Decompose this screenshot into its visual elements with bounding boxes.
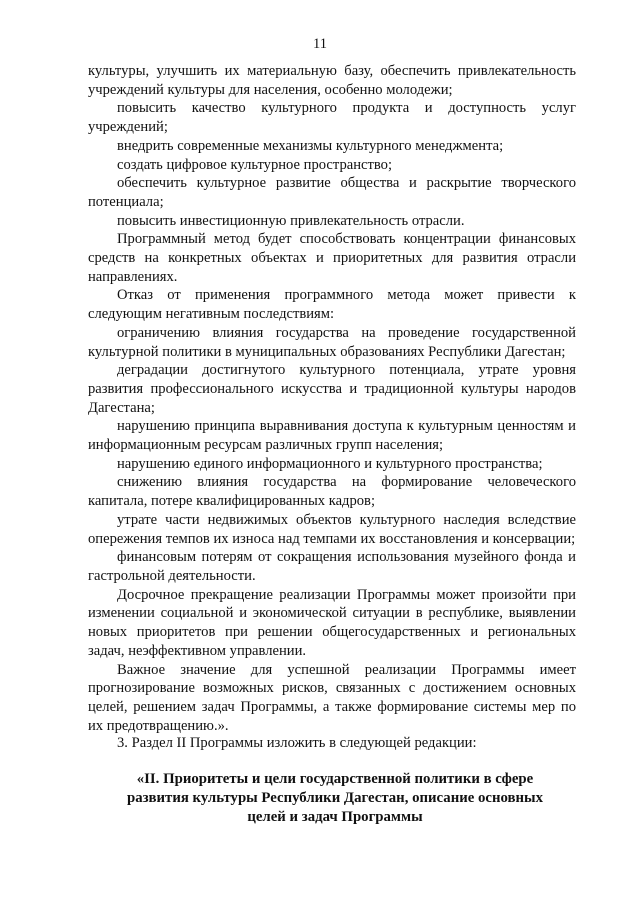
page-number: 11 (313, 36, 327, 52)
paragraph: обеспечить культурное развитие общества и раскрытие творческого потенциала; (88, 175, 576, 210)
paragraph: нарушению единого информационного и культурного пространства; (117, 455, 543, 472)
paragraph: утрате части недвижимых объектов культурного наследия вследствие опережения темпов их износа над темпами их восстановления и консервации; (88, 511, 576, 547)
section-heading: «II. Приоритеты и цели государственной политики в сфере развития культуры Республики Дагестан, описание основных целей и задач Программы (126, 771, 544, 825)
paragraph: финансовым потерям от сокращения использования музейного фонда и гастрольной деятельности. (88, 549, 576, 584)
paragraph: нарушению принципа выравнивания доступа к культурным ценностям и информационным ресурсам различных групп населения; (88, 418, 576, 454)
paragraph: Программный метод будет способствовать концентрации финансовых средств на конкретных объектах и приоритетных для развития отрасли направлениях. (88, 231, 576, 285)
paragraph: повысить инвестиционную привлекательность отрасли. (117, 212, 465, 229)
paragraph: создать цифровое культурное пространство; (117, 156, 393, 173)
paragraph: снижению влияния государства на формирование человеческого капитала, потере квалифицированных кадров; (88, 474, 576, 510)
amendment-instruction: 3. Раздел II Программы изложить в следующей редакции: (117, 735, 477, 751)
body-text (88, 62, 576, 735)
paragraph: культуры, улучшить их материальную базу, обеспечить привлекательность учреждений культуры для населения, особенно молодежи; (88, 63, 576, 98)
paragraph: Отказ от применения программного метода может привести к следующим негативным последствиям: (88, 287, 576, 323)
paragraph: деградации достигнутого культурного потенциала, утрате уровня развития профессионального искусства и традиционной культуры народов Дагестана; (88, 362, 576, 416)
paragraph: внедрить современные механизмы культурного менеджмента; (117, 137, 504, 154)
paragraph: Важное значение для успешной реализации Программы имеет прогнозирование возможных рисков, связанных с достижением основных целей, решением задач Программы, а также формирование системы мер по их предотвращению.». (88, 661, 576, 734)
paragraph: Досрочное прекращение реализации Программы может произойти при изменении социальной и экономической ситуации в республике, выявлении новых приоритетов при решении общегосударственных и региональных задач, неэффективном управлении. (88, 586, 576, 659)
paragraph: повысить качество культурного продукта и доступность услуг учреждений; (88, 100, 576, 136)
paragraph: ограничению влияния государства на проведение государственной культурной политики в муниципальных образованиях Республики Дагестан; (88, 324, 576, 360)
